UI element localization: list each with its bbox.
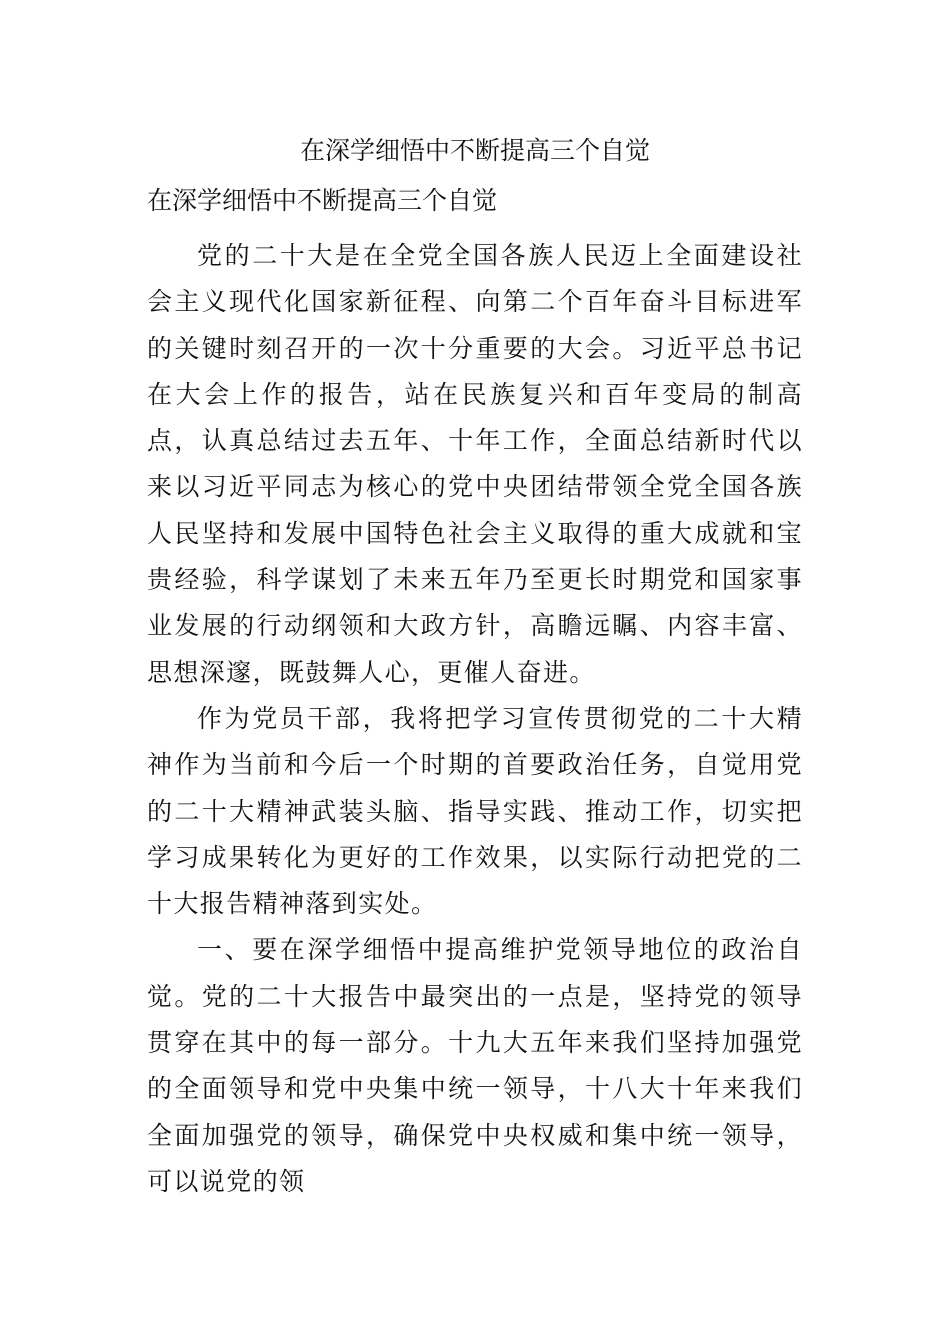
document-subtitle: 在深学细悟中不断提高三个自觉 xyxy=(147,186,498,215)
paragraph-commitment: 作为党员干部，我将把学习宣传贯彻党的二十大精神作为当前和今后一个时期的首要政治任务，自觉用党的二十大精神武装头脑、指导实践、推动工作，切实把学习成果转化为更好的工作效果，以实际行动把党的二十大报告精神落到实处。 xyxy=(147,703,803,919)
paragraph-section-one: 一、要在深学细悟中提高维护党领导地位的政治自觉。党的二十大报告中最突出的一点是，坚持党的领导贯穿在其中的每一部分。十九大五年来我们坚持加强党的全面领导和党中央集中统一领导，十八大十年来我们全面加强党的领导，确保党中央权威和集中统一领导，可以说党的领 xyxy=(147,935,803,1196)
paragraph-intro: 党的二十大是在全党全国各族人民迈上全面建设社会主义现代化国家新征程、向第二个百年奋斗目标进军的关键时刻召开的一次十分重要的大会。习近平总书记在大会上作的报告，站在民族复兴和百年变局的制高点，认真总结过去五年、十年工作，全面总结新时代以来以习近平同志为核心的党中央团结带领全党全国各族人民坚持和发展中国特色社会主义取得的重大成就和宝贵经验，科学谋划了未来五年乃至更长时期党和国家事业发展的行动纲领和大政方针，高瞻远瞩、内容丰富、思想深邃，既鼓舞人心，更催人奋进。 xyxy=(147,241,803,687)
document-body xyxy=(147,233,803,1205)
document-title: 在深学细悟中不断提高三个自觉 xyxy=(299,136,650,165)
